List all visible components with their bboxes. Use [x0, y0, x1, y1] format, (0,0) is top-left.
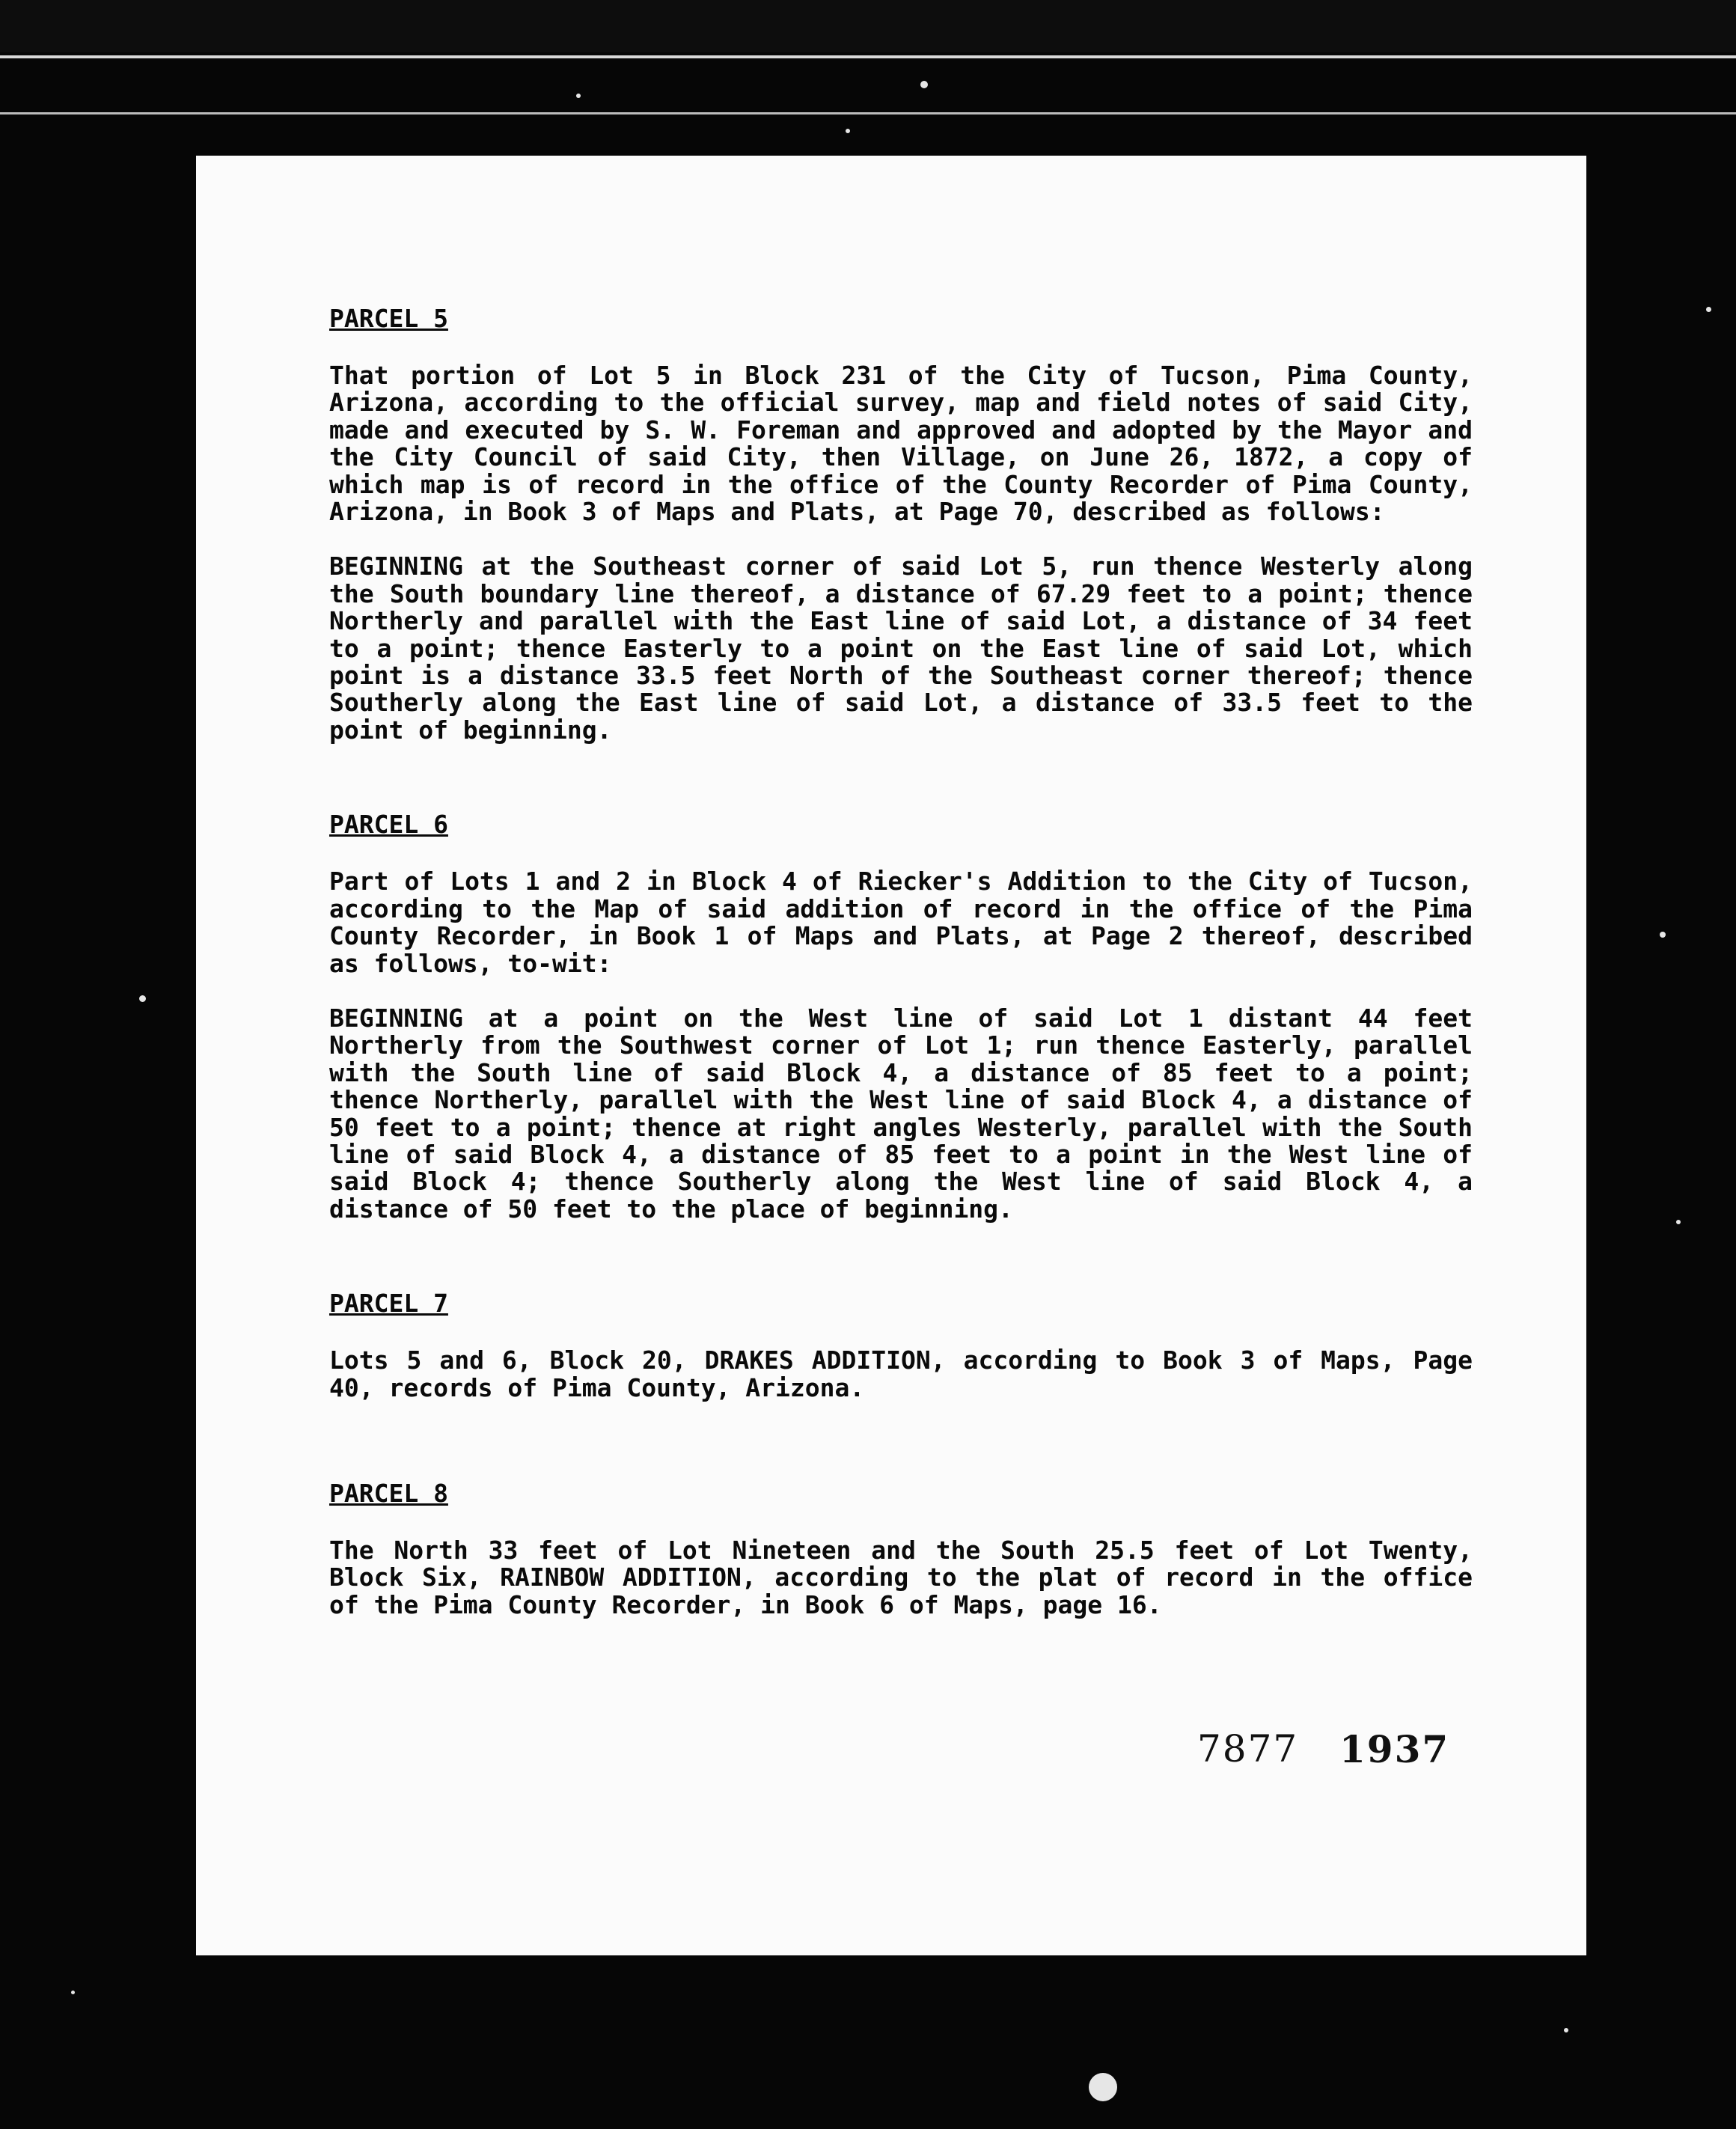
scan-speck — [576, 94, 581, 98]
parcel-8-paragraph: The North 33 feet of Lot Nineteen and the South 25.5 feet of Lot Twenty, Block Six, RAINBOW ADDITION, according to the plat of record in the office of the Pima County Recorder, in Book 6 of Maps, page 16. — [329, 1535, 1473, 1619]
deed-description-body — [329, 305, 1473, 1619]
parcel-5-metes-bounds-paragraph: BEGINNING at the Southeast corner of said Lot 5, run thence Westerly along the South boundary line thereof, a distance of 67.29 feet to a point; thence Northerly and parallel with the East line of said Lot, a distance of 34 feet to a point; thence Easterly to a point on the East line of said Lot, which point is a distance 33.5 feet North of the Southeast corner thereof; thence Southerly along the East line of said Lot, a distance of 33.5 feet to the point of beginning. — [329, 552, 1473, 745]
parcel-6-metes-bounds-paragraph: BEGINNING at a point on the West line of said Lot 1 distant 44 feet Northerly from the Southwest corner of Lot 1; run thence Easterly, parallel with the South line of said Block 4, a distance of 85 feet to a point; thence Northerly, parallel with the West line of said Block 4, a distance of 50 feet to a point; thence at right angles Westerly, parallel with the South line of said Block 4, a distance of 85 feet to a point in the West line of said Block 4; thence Southerly along the West line of said Block 4, a distance of 50 feet to the place of beginning. — [329, 1003, 1473, 1224]
scan-speck — [139, 995, 146, 1002]
scan-speck — [1676, 1220, 1681, 1224]
recording-number-stamp: 7877 — [1197, 1727, 1299, 1771]
scan-speck — [846, 129, 850, 133]
scan-top-border — [0, 0, 1736, 52]
recording-page-stamp: 1937 — [1339, 1727, 1450, 1771]
scan-speck — [920, 81, 928, 88]
scan-speck — [1706, 307, 1711, 312]
scan-edge-line — [0, 112, 1736, 114]
scan-speck — [71, 1991, 75, 1994]
scan-edge-line — [0, 55, 1736, 58]
scan-speck — [1564, 2028, 1568, 2032]
parcel-7-heading: PARCEL 7 — [329, 1289, 448, 1319]
parcel-5-heading: PARCEL 5 — [329, 304, 448, 333]
scan-speck — [1660, 932, 1666, 938]
parcel-7-paragraph: Lots 5 and 6, Block 20, DRAKES ADDITION, according to Book 3 of Maps, Page 40, records of Pima County, Arizona. — [329, 1345, 1473, 1402]
parcel-6-heading: PARCEL 6 — [329, 810, 448, 840]
parcel-5-location-paragraph: That portion of Lot 5 in Block 231 of the City of Tucson, Pima County, Arizona, according to the official survey, map and field notes of said City, made and executed by S. W. Foreman and approved and adopted by the Mayor and the City Council of said City, then Village, on June 26, 1872, a copy of which map is of record in the office of the County Recorder of Pima County, Arizona, in Book 3 of Maps and Plats, at Page 70, described as follows: — [329, 361, 1473, 527]
parcel-6-location-paragraph: Part of Lots 1 and 2 in Block 4 of Riecker's Addition to the City of Tucson, according to the Map of said addition of record in the office of the Pima County Recorder, in Book 1 of Maps and Plats, at Page 2 thereof, described as follows, to-wit: — [329, 867, 1473, 978]
scan-speck — [1089, 2073, 1117, 2101]
document-page — [196, 156, 1586, 1955]
parcel-8-heading: PARCEL 8 — [329, 1478, 448, 1508]
